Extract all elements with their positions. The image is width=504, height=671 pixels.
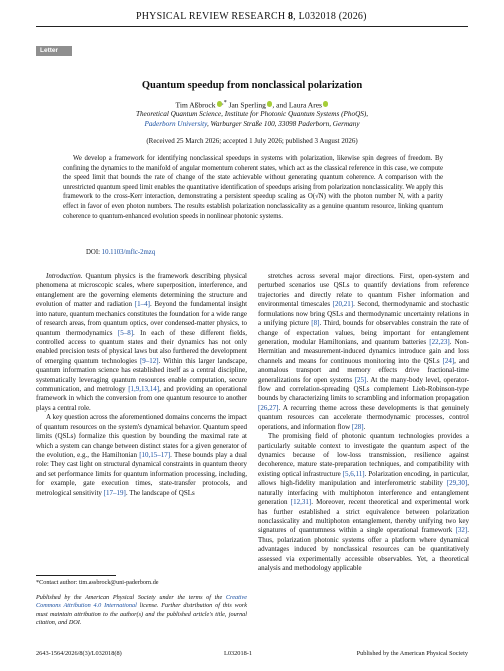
footer-publisher: Published by the American Physical Society — [356, 650, 468, 657]
body-text: . Beyond the fundamental insight into nature, quantum mechanics constitutes the foundation for a wide range of research areas, from quantum optics, over condensed-matter physics, to quantum thermodynamics — [36, 300, 248, 337]
body-text: . A recurring theme across these developments is that genuinely quantum resources can accelerate thermodynamic processes, control operations, and information flow — [258, 403, 469, 431]
body-text: . Polarization encoding, in particular, allows high-fidelity manipulation and interferometric stability — [258, 469, 469, 488]
body-text: . Non-Hermitian and measurement-induced dynamics introduce gain and loss channels and means for continuous monitoring into the QSLs — [258, 337, 470, 365]
author-name: Laura Ares — [288, 100, 322, 110]
received-dates: (Received 25 March 2026; accepted 1 July 2026; published 3 August 2026) — [146, 137, 358, 145]
doi-label: DOI: — [86, 249, 102, 256]
citation-link[interactable]: [8] — [311, 319, 320, 328]
footnote-divider — [36, 575, 116, 576]
body-text: . In each of these different fields, controlled access to quantum states and their dynamics has not only enabled precision tests of physical laws but also furthered the development of emerging quantum technologies — [36, 328, 248, 365]
body-column-left — [36, 272, 247, 498]
body-paragraph — [36, 272, 247, 413]
body-text: . Third, bounds for observables constrain the rate of change of expectation values, being important for entanglement generation, modular Hamiltonians, and quantum batteries — [258, 319, 469, 346]
body-text: . Thus, polarization photonic systems offer a platform where dynamical advantages induced by nonclassical resources can be quantitatively assessed via experimentally accessible observables. Yet, a theoretical analysis and methodology applicable — [258, 526, 469, 573]
author-footnote-mark[interactable]: ,* — [222, 99, 227, 106]
journal-name: PHYSICAL REVIEW RESEARCH — [136, 11, 286, 22]
body-text: . At the many-body level, operator-flow and correlation-spreading QSLs complement Lieb-Robinson-type bounds by characterizing limits to scrambling and information propagation — [258, 375, 469, 403]
body-text: . — [363, 422, 366, 431]
affiliation — [60, 110, 444, 129]
doi-line — [86, 249, 155, 256]
body-text: . Within this larger landscape, quantum information science has established itself as a central discipline, systematically leveraging quantum resources enable computation, secure communication, and metrology — [36, 356, 247, 394]
citation-link[interactable]: [29,30] — [446, 479, 468, 488]
body-paragraph — [258, 272, 469, 432]
body-text: , and providing an operational framework in which the conversion from one quantum resource to another plays a central role. — [36, 385, 247, 412]
citation-link[interactable]: [1–4] — [134, 300, 150, 309]
citation-link[interactable]: [24] — [442, 356, 455, 365]
citation-link[interactable]: [28] — [351, 422, 364, 431]
body-paragraph — [36, 413, 247, 498]
citation-link[interactable]: [12,31] — [290, 498, 312, 507]
running-header — [36, 10, 468, 27]
journal-volume: 8 — [287, 11, 294, 22]
body-column-right — [258, 272, 469, 574]
author-list — [36, 99, 468, 110]
affiliation-address: , Warburger Straße 100, 33098 Paderborn, Germany — [206, 119, 360, 128]
paragraph-heading: Introduction. — [46, 272, 83, 280]
author-separator: , — [272, 100, 275, 110]
citation-link[interactable]: [17–19] — [103, 488, 126, 497]
citation-link[interactable]: [25] — [354, 375, 367, 384]
license-link[interactable]: Creative Commons Attribution 4.0 International — [36, 593, 247, 610]
citation-link[interactable]: [10,15–17] — [139, 451, 171, 460]
footer-issn: 2643-1564/2026/8(3)/L032018(8) — [36, 650, 122, 657]
body-text: . The landscape of QSLs — [125, 488, 195, 497]
citation-link[interactable]: [5,6,11] — [342, 469, 365, 478]
footnotes — [36, 579, 247, 628]
body-text: stretches across several major directions. First, open-system and perturbed scenarios use QSLs to quantify deviations from reference trajectories and directly relate to quantum Fisher information and environmental timescales — [258, 272, 469, 309]
citation-link[interactable]: [26,27] — [258, 403, 279, 412]
body-text: , and anomalous transport and memory effects drive fractional-time generalizations for open systems — [258, 356, 469, 384]
journal-citation — [136, 11, 367, 22]
orcid-icon[interactable] — [323, 101, 329, 107]
citation-link[interactable]: [20,21] — [332, 300, 354, 309]
body-text: The promising field of photonic quantum technologies provides a particularly suitable context to investigate the quantum aspect of the dynamics because of low-loss transmission, resilience against decoherence, mature state-preparation techniques, and compatibility with existing optical infrastructure — [258, 432, 469, 478]
body-text: . Second, thermodynamic and stochastic formulations now bring QSLs and thermodynamic uncertainty relations in a unifying picture — [258, 300, 469, 328]
citation-link[interactable]: [1,9,13,14] — [128, 385, 160, 394]
license-note — [36, 594, 247, 628]
section-tag: Letter — [36, 46, 72, 56]
license-text: Published by the American Physical Society under the terms of the — [36, 593, 226, 601]
license-text: license. Further distribution of this work must maintain attribution to the author(s) and the published article's title, journal citation, and DOI. — [36, 602, 247, 627]
citation-link[interactable]: [22,23] — [429, 337, 450, 346]
author-name: Tim Aßbrock — [175, 100, 216, 110]
affiliation-institute: Theoretical Quantum Science, Institute for Photonic Quantum Systems (PhoQS), — [135, 110, 369, 118]
author-name: Jan Sperling — [228, 100, 266, 110]
abstract: We develop a framework for identifying nonclassical speedups in systems with polarization, likewise spin degrees of freedom. By confining the dynamics to the manifold of angular momentum coherent states, which act as the classical reference in this case, we compute the speed limit that bounds the rate of change of the state achievable without generating quantum coherence. A comparison with the unrestricted quantum speed limit enables the quantitative identification of speedups arising from polarization nonclassicality. We apply this framework to the cross-Kerr interaction, demonstrating a persistent speedup scaling as O(√N) with the photon number N, with a parity effect in favor of even photon numbers. The results establish polarization nonclassicality as a genuine quantum resource, linking quantum coherence to quantum-enhanced evolution speeds in nonlinear photonic systems. — [63, 155, 443, 220]
citation-link[interactable]: [9–12] — [139, 356, 159, 365]
citation-link[interactable]: [32] — [455, 526, 468, 535]
body-text: . Moreover, recent theoretical and experimental work has further established a strict equivalence between polarization nonclassicality and multiphoton entanglement, thereby unifying two key signatures of quantumness within a single operational framework — [258, 498, 469, 535]
body-text: . These bounds play a dual role: They cast light on structural dynamical constraints in quantum theory and set performance limits for quantum information processing, including, for example, gate execution times, state-transfer protocols, and metrological sensitivity — [36, 451, 247, 497]
author-conjunction: and — [274, 100, 287, 110]
body-text: Quantum physics is the framework describing physical phenomena at microscopic scales, where superposition, interference, and entanglement are the governing elements determining the structure and evolution of matter and radiation — [36, 272, 247, 309]
doi-link[interactable]: 10.1103/mflc-2mzq — [101, 249, 156, 256]
journal-pages: , L032018 (2026) — [293, 11, 367, 22]
citation-link[interactable]: [5–8] — [117, 328, 134, 337]
body-paragraph — [258, 432, 469, 573]
footer-page-number: L032018-1 — [224, 650, 252, 657]
contact-author-note: *Contact author: tim.assbrock@uni-paderborn.de — [36, 579, 159, 586]
affiliation-university-link[interactable]: Paderborn University — [144, 119, 207, 128]
body-text: A key question across the aforementioned domains concerns the impact of quantum resources on the system's dynamical behavior. Quantum speed limits (QSLs) formalize this question by bounding the maximal rate at which a system can change between distinct states for a given generator of the evolution, e.g., the Hamiltonian — [36, 413, 247, 460]
paper-title: Quantum speedup from nonclassical polarization — [141, 80, 363, 91]
body-text: , naturally interfacing with multiphoton interference and entanglement generation — [258, 479, 469, 507]
